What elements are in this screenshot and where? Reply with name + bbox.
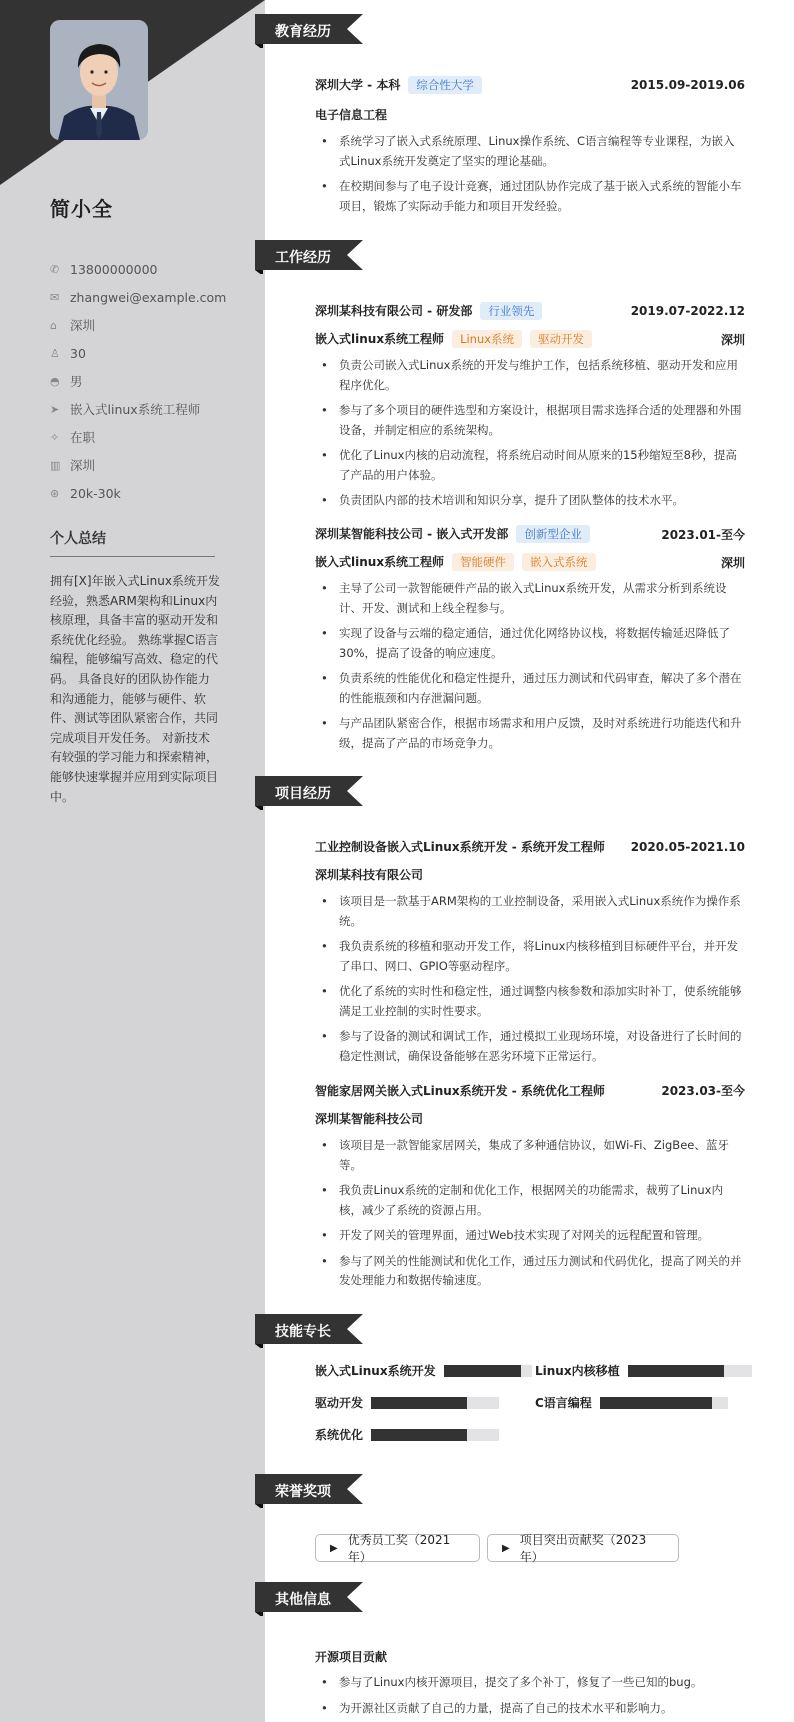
- info-city: [50, 311, 250, 339]
- skill-bar-fill: [371, 1429, 467, 1441]
- job-2-company-row: [315, 525, 745, 543]
- list-item: • 参与了网关的性能测试和优化工作，通过压力测试和代码优化，提高了网关的并发处理能力和数据传输速度。: [315, 1252, 745, 1291]
- other-bullets: [315, 1673, 745, 1722]
- candidate-name: 简小全: [50, 197, 113, 221]
- project-1-period: 2020.05-2021.10: [630, 839, 745, 854]
- skill-bar-fill: [628, 1365, 725, 1377]
- education-heading: 教育经历: [275, 24, 331, 40]
- position-text: 嵌入式linux系统工程师: [70, 402, 201, 417]
- skill-name: 驱动开发: [315, 1396, 364, 1410]
- email-text: zhangwei@example.com: [70, 289, 227, 305]
- main-content: [255, 0, 794, 1722]
- school-tag-badge: 综合性大学: [408, 76, 482, 94]
- info-status: [50, 423, 250, 451]
- list-item: • 负责团队内部的技术培训和知识分享，提升了团队整体的技术水平。: [315, 491, 745, 511]
- skill-item: [315, 1426, 499, 1443]
- job-1-company-row: [315, 302, 745, 320]
- job-1-role: 嵌入式linux系统工程师: [315, 332, 445, 346]
- project-2-title-row: [315, 1082, 745, 1099]
- education-school-row: [315, 76, 745, 94]
- job-1-tag-2: 驱动开发: [530, 330, 592, 348]
- job-1-tag-1: Linux系统: [452, 330, 522, 348]
- projects-heading-tag: [255, 776, 365, 806]
- building-icon: ▥: [50, 458, 61, 472]
- project-2-company: 深圳某智能科技公司: [315, 1112, 424, 1126]
- play-icon: ▶: [330, 1542, 338, 1554]
- city-text: 深圳: [70, 318, 96, 333]
- projects-heading: 项目经历: [275, 786, 331, 802]
- list-item: • 优化了Linux内核的启动流程，将系统启动时间从原来的15秒缩短至8秒，提高了产品的用户体验。: [315, 446, 745, 485]
- awards-section: [255, 1474, 775, 1574]
- education-heading-tag: [255, 14, 365, 44]
- work-heading-tag: [255, 240, 365, 270]
- send-icon: ➤: [50, 402, 60, 416]
- awards-list: [315, 1534, 745, 1564]
- project-1-company: 深圳某科技有限公司: [315, 868, 424, 882]
- work-heading: 工作经历: [275, 250, 331, 266]
- summary-heading: 个人总结: [50, 528, 215, 557]
- job-2-bullets: [315, 579, 745, 759]
- sidebar: [0, 0, 265, 1722]
- job-1-company: 深圳某科技有限公司 - 研发部: [315, 304, 473, 318]
- job-2-period: 2023.01-至今: [661, 527, 745, 542]
- education-period: 2015.09-2019.06: [630, 78, 745, 92]
- age-icon: ♙: [50, 346, 60, 360]
- list-item: • 该项目是一款基于ARM架构的工业控制设备，采用嵌入式Linux系统作为操作系统。: [315, 892, 745, 931]
- skill-name: 嵌入式Linux系统开发: [315, 1364, 436, 1378]
- skills-section: [255, 1314, 775, 1474]
- skill-bar: [444, 1365, 532, 1377]
- job-1-company-badge: 行业领先: [480, 302, 542, 320]
- award-item: [315, 1534, 480, 1562]
- education-major: 电子信息工程: [315, 108, 388, 122]
- skills-heading: 技能专长: [275, 1324, 331, 1340]
- job-2-company-badge: 创新型企业: [516, 525, 590, 543]
- job-1-period: 2019.07-2022.12: [630, 304, 745, 318]
- job-2-tag-1: 智能硬件: [452, 553, 514, 571]
- award-label: 项目突出贡献奖（2023年）: [519, 1533, 647, 1564]
- list-item: • 优化了系统的实时性和稳定性，通过调整内核参数和添加实时补丁，使系统能够满足工业控制的实时性要求。: [315, 982, 745, 1021]
- list-item: • 实现了设备与云端的稳定通信，通过优化网络协议栈，将数据传输延迟降低了30%，提高了设备的响应速度。: [315, 624, 745, 663]
- project-2-name: 智能家居网关嵌入式Linux系统开发 - 系统优化工程师: [315, 1084, 605, 1098]
- list-item: • 主导了公司一款智能硬件产品的嵌入式Linux系统开发，从需求分析到系统设计、开发、测试和上线全程参与。: [315, 579, 745, 618]
- list-item: • 系统学习了嵌入式系统原理、Linux操作系统、C语言编程等专业课程，为嵌入式Linux系统开发奠定了坚实的理论基础。: [315, 132, 745, 171]
- other-subtitle: 开源项目贡献: [315, 1650, 388, 1664]
- list-item: • 参与了Linux内核开源项目，提交了多个补丁，修复了一些已知的bug。: [315, 1673, 745, 1693]
- location-icon: ⌂: [50, 318, 57, 332]
- project-1-title-row: [315, 838, 745, 855]
- projects-section: [255, 776, 775, 1287]
- status-text: 在职: [70, 430, 96, 445]
- skill-bar: [628, 1365, 752, 1377]
- award-label: 优秀员工奖（2021年）: [347, 1533, 451, 1564]
- list-item: • 我负责Linux系统的定制和优化工作，根据网关的功能需求，裁剪了Linux内核，减少了系统的资源占用。: [315, 1181, 745, 1220]
- awards-heading-tag: [255, 1474, 365, 1504]
- gender-text: 男: [70, 374, 83, 389]
- avatar: [50, 20, 148, 140]
- skill-name: C语言编程: [535, 1396, 592, 1410]
- info-position: [50, 395, 250, 423]
- list-item: • 该项目是一款智能家居网关，集成了多种通信协议，如Wi-Fi、ZigBee、蓝牙等。: [315, 1136, 745, 1175]
- info-salary: [50, 479, 250, 507]
- list-item: • 开发了网关的管理界面，通过Web技术实现了对网关的远程配置和管理。: [315, 1226, 745, 1246]
- skill-bar-fill: [600, 1397, 713, 1409]
- other-section: [255, 1582, 775, 1722]
- school-name: 深圳大学 - 本科: [315, 78, 401, 92]
- salary-text: 20k-30k: [70, 485, 121, 501]
- job-2-tag-2: 嵌入式系统: [522, 553, 596, 571]
- job-1-city: 深圳: [720, 332, 745, 347]
- list-item: • 负责系统的性能优化和稳定性提升，通过压力测试和代码审查，解决了多个潜在的性能瓶颈和内存泄漏问题。: [315, 669, 745, 708]
- skill-bar: [371, 1429, 499, 1441]
- info-phone: [50, 255, 250, 283]
- project-2-period: 2023.03-至今: [661, 1084, 745, 1098]
- job-1-bullets: [315, 356, 745, 517]
- job-1-role-row: [315, 330, 745, 348]
- target-city-text: 深圳: [70, 458, 96, 473]
- project-1-bullets: [315, 892, 745, 1072]
- skill-bar: [371, 1397, 499, 1409]
- job-2-role-row: [315, 553, 745, 571]
- list-item: • 与产品团队紧密合作，根据市场需求和用户反馈，及时对系统进行功能迭代和升级，提高了产品的市场竞争力。: [315, 714, 745, 753]
- skill-item: [535, 1362, 752, 1379]
- status-icon: ✧: [50, 430, 60, 444]
- skills-heading-tag: [255, 1314, 365, 1344]
- skill-bar-fill: [371, 1397, 467, 1409]
- list-item: • 参与了多个项目的硬件选型和方案设计，根据项目需求选择合适的处理器和外围设备，并制定相应的系统架构。: [315, 401, 745, 440]
- salary-icon: ⊛: [50, 486, 60, 500]
- awards-heading: 荣誉奖项: [275, 1484, 331, 1500]
- phone-icon: ✆: [50, 262, 60, 276]
- list-item: • 在校期间参与了电子设计竞赛，通过团队协作完成了基于嵌入式系统的智能小车项目，锻炼了实际动手能力和项目开发经验。: [315, 177, 745, 216]
- skill-name: Linux内核移植: [535, 1364, 620, 1378]
- info-age: [50, 339, 250, 367]
- job-2-role: 嵌入式linux系统工程师: [315, 555, 445, 569]
- age-text: 30: [70, 345, 86, 361]
- summary-text: 拥有[X]年嵌入式Linux系统开发经验，熟悉ARM架构和Linux内核原理，具备丰富的驱动开发和系统优化经验。 熟练掌握C语言编程，能够编写高效、稳定的代码。 具备良好的团队协作能力和沟通能力，能够与硬件、软件、测试等团队紧密合作，共同完成项目开发任务。 对新技术有较强的学习能力和探索精神，能够快速掌握并应用到实际项目中。: [50, 574, 220, 804]
- skill-item: [535, 1394, 728, 1411]
- project-2-bullets: [315, 1136, 745, 1297]
- info-gender: [50, 367, 250, 395]
- other-heading-tag: [255, 1582, 365, 1612]
- list-item: • 参与了设备的测试和调试工作，通过模拟工业现场环境，对设备进行了长时间的稳定性测试，确保设备能够在恶劣环境下正常运行。: [315, 1027, 745, 1066]
- list-item: • 负责公司嵌入式Linux系统的开发与维护工作，包括系统移植、驱动开发和应用程序优化。: [315, 356, 745, 395]
- award-item: [487, 1534, 679, 1562]
- email-icon: ✉: [50, 290, 60, 304]
- skill-bar-fill: [444, 1365, 521, 1377]
- list-item: • 为开源社区贡献了自己的力量，提高了自己的技术水平和影响力。: [315, 1699, 745, 1719]
- phone-text: 13800000000: [70, 261, 158, 277]
- work-section: [255, 240, 775, 750]
- education-section: [255, 14, 775, 213]
- list-item: • 我负责系统的移植和驱动开发工作，将Linux内核移植到目标硬件平台，并开发了串口、网口、GPIO等驱动程序。: [315, 937, 745, 976]
- job-2-company: 深圳某智能科技公司 - 嵌入式开发部: [315, 527, 509, 541]
- job-2-city: 深圳: [720, 555, 745, 570]
- skill-item: [315, 1362, 532, 1379]
- skill-item: [315, 1394, 499, 1411]
- info-email: [50, 283, 250, 311]
- info-target-city: [50, 451, 250, 479]
- skill-name: 系统优化: [315, 1428, 364, 1442]
- skill-bar: [600, 1397, 728, 1409]
- education-bullets: [315, 132, 745, 222]
- contact-info-list: [50, 255, 250, 507]
- other-heading: 其他信息: [275, 1592, 331, 1608]
- project-1-name: 工业控制设备嵌入式Linux系统开发 - 系统开发工程师: [315, 840, 605, 854]
- gender-icon: ◓: [50, 374, 60, 388]
- play-icon: ▶: [502, 1542, 510, 1554]
